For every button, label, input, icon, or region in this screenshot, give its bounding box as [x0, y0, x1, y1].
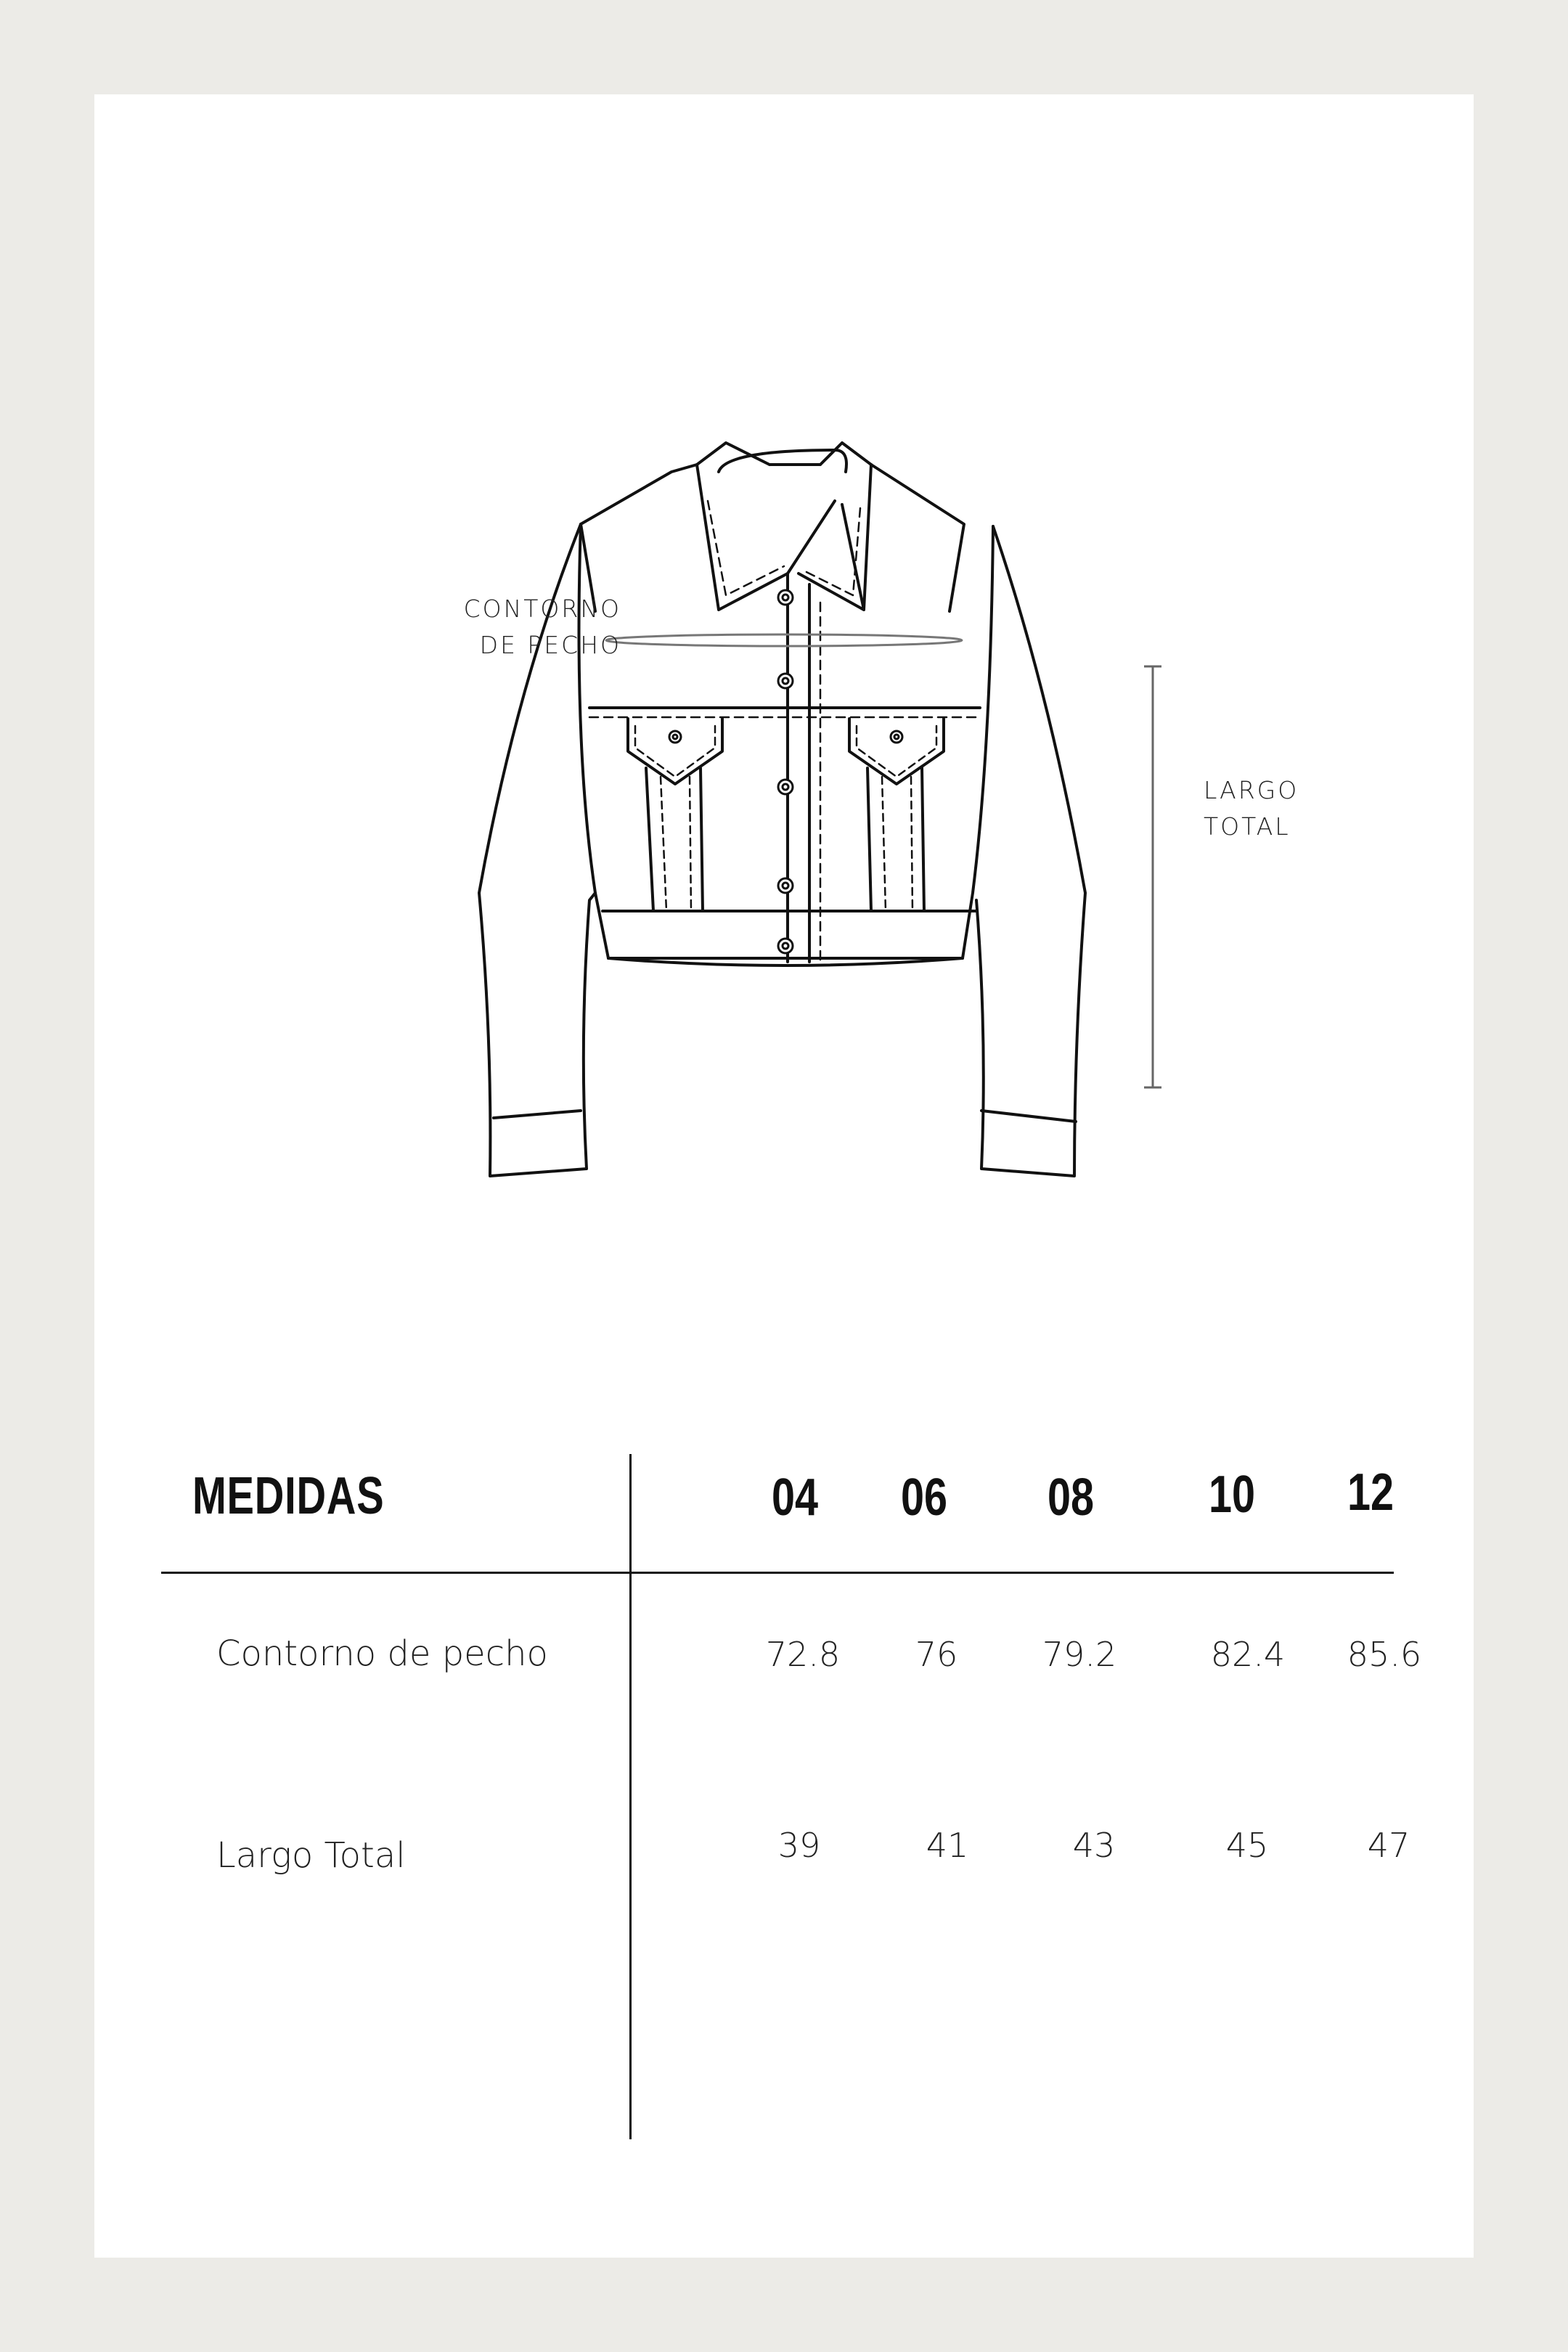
table-cell: 41 [926, 1826, 969, 1865]
chest-measurement-label: CONTORNO DE PECHO [463, 595, 621, 659]
size-header: 06 [900, 1469, 948, 1527]
table-column-divider [629, 1454, 632, 2139]
length-measurement-label: LARGO TOTAL [1204, 776, 1299, 841]
table-header-divider [161, 1572, 1394, 1574]
size-header: 08 [1047, 1469, 1095, 1527]
table-cell: 85.6 [1347, 1635, 1422, 1674]
table-cell: 47 [1367, 1826, 1410, 1865]
jacket-illustration [94, 94, 1474, 1328]
table-heading: MEDIDAS [192, 1467, 385, 1525]
table-cell: 45 [1225, 1826, 1269, 1865]
table-cell: 76 [915, 1635, 958, 1674]
table-cell: 72.8 [765, 1635, 841, 1674]
size-header: 12 [1347, 1463, 1395, 1522]
table-cell: 39 [777, 1826, 821, 1865]
table-cell: 79.2 [1042, 1635, 1117, 1674]
row-label: Largo Total [216, 1835, 406, 1876]
size-guide-card [94, 94, 1474, 2258]
row-label: Contorno de pecho [216, 1633, 548, 1674]
size-header: 04 [771, 1469, 819, 1527]
size-header: 10 [1208, 1466, 1256, 1524]
table-cell: 43 [1072, 1826, 1116, 1865]
table-cell: 82.4 [1210, 1635, 1286, 1674]
